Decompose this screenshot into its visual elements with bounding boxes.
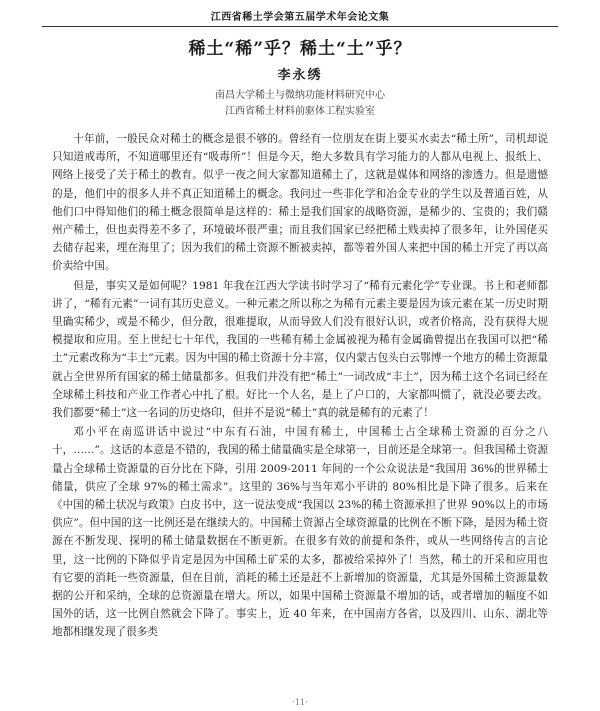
header-divider [42, 26, 558, 27]
article-body [52, 130, 548, 643]
article-title: 稀土“稀”乎？稀土“土”乎？ [188, 39, 412, 59]
running-header: 江西省稀土学会第五届学术年会论文集 [210, 12, 390, 23]
page-number: ·11· [292, 698, 308, 707]
body-paragraph-2: 但是，事实又是如何呢？1981 年我在江西大学读书时学习了“稀有元素化学”专业课。书上和老师都讲了，“稀有元素”一词有其历史意义。一种元素之所以称之为稀有元素主要是因为该元素在某一历史时期里确实稀少，或是不稀少，但分散，很难提取，从而导致人们没有很好认识，或者价格高，没有获得大规模提取和应用。至上世纪七十年代，我国的一些稀有稀土金属被视为稀有金属确曾提出在我国可以把“稀土”元素改称为“丰土”元素。因为中国的稀土资源十分丰富，仅内蒙古包头白云鄂博一个地方的稀土资源量就占全世界所有国家的稀土储量都多。但我们并没有把“稀土”一词改成“丰土”，因为稀土这个名词已经在全球稀土科技和产业工作者心中扎了根。好比一个人名，是上了户口的，大家都叫惯了，就没必要去改。我们都要“稀土”这一名词的历史烙印，但并不是说“稀土”真的就是稀有的元素了！ [52, 279, 548, 420]
body-paragraph-3: 邓小平在南巡讲话中说过“中东有石油，中国有稀土，中国稀土占全球稀土资源的百分之八十，……”。这话的本意是不错的，我国的稀土储量确实是全球第一，目前还是全球第一。但我国稀土资源量占全球稀土资源量的百分比在下降，引用 2009-2011 年间的一个公众说法是“我国用 36%的世界稀土储量，供应了全球 97%的稀土需求”。这里的 36%与当年邓小平讲的 80%相比是下降了很多。后来在《中国的稀土状况与政策》白皮书中，这一说法变成“我国以 23%的稀土资源承担了世界 90%以上的市场供应”。但中国的这一比例还是在继续大的。中国稀土资源占全球资源量的比例在不断下降，是因为稀土资源在不断发现、探明的稀土储量数据在不断更新。在很多有效的前提和条件，或从一些网络传言的言论里，这一比例的下降似乎肯定是因为中国稀土矿采的太多，都被给采掉外了！当然，稀土的开采和应用也有它要的消耗一些资源量，但在目前，消耗的稀土还是赶不上新增加的资源量，尤其是外国稀土资源量数据的公开和采纳，全球的总资源量在增大。所以，如果中国稀土资源量不增加的话，或者增加的幅度不如国外的话，这一比例自然就会下降了。事实上，近 40 年来，在中国南方各省，以及四川、山东、湖北等地都相继发现了很多类 [52, 426, 548, 639]
affiliation-1: 南昌大学稀土与微纳功能材料研究中心 [215, 90, 385, 101]
affiliation-2: 江西省稀土材料前驱体工程实验室 [225, 106, 375, 117]
body-paragraph-1: 十年前，一般民众对稀土的概念是很不够的。曾经有一位朋友在街上要买水卖去“稀土所”，司机却说只知道戒毒所，不知道哪里还有“吸毒所”！但是今天，绝大多数具有学习能力的人都从电视上、报纸上、网络上接受了关于稀土的教育。似乎一夜之间大家都知道稀土了，这就是媒体和网络的渗透力。但是遗憾的是，他们中的很多人并不真正知道稀土的概念。我问过一些非化学和冶金专业的学生以及普通百姓，从他们口中得知他们的稀土概念很简单是这样的：稀土是我们国家的战略资源，是稀少的、宝贵的；我们赣州产稀土，但也卖得差不多了，环境破坏很严重；而且我们国家已经把稀土贱卖掉了很多年，让外国佬买去储存起来，埋在海里了；因为我们的稀土资源不断被卖掉，都等着外国人来把中国的稀土开完了再以高价卖给中国。 [52, 133, 548, 273]
author-name: 李永绣 [277, 68, 323, 83]
